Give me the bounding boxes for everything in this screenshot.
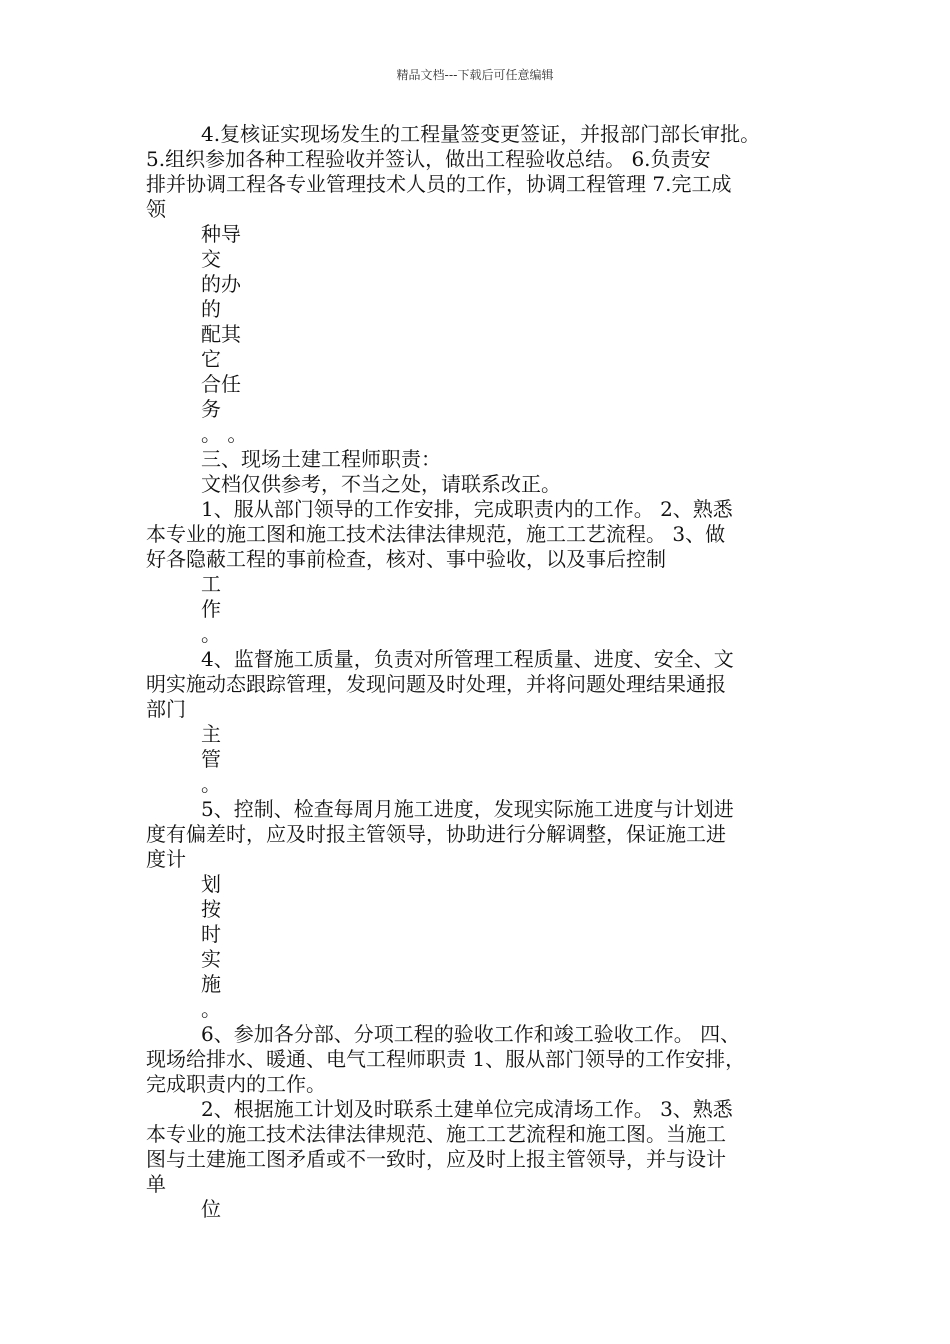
text-line: 本专业的施工技术法律法律规范、施工工艺流程和施工图。当施工 (146, 1122, 726, 1146)
text-line: 时 (201, 922, 221, 946)
text-line: 排并协调工程各专业管理技术人员的工作，协调工程管理 7.完工成 (146, 172, 732, 196)
text-line: 它 (201, 347, 221, 371)
text-line: 位 (201, 1197, 221, 1221)
text-line: 5.组织参加各种工程验收并签认，做出工程验收总结。 6.负责安 (146, 147, 711, 171)
text-line: 5、控制、检查每周月施工进度，发现实际施工进度与计划进 (201, 797, 734, 821)
text-line: 4、监督施工质量，负责对所管理工程质量、进度、安全、文 (201, 647, 734, 671)
text-line: 三、现场土建工程师职责： (201, 447, 441, 471)
page-header: 精品文档---下载后可任意编辑 (396, 68, 554, 82)
text-line: 交 (201, 247, 221, 271)
text-line: 度有偏差时，应及时报主管领导，协助进行分解调整，保证施工进 (146, 822, 726, 846)
text-line: 明实施动态跟踪管理，发现问题及时处理，并将问题处理结果通报 (146, 672, 726, 696)
text-line: 单 (146, 1172, 166, 1196)
text-line: 实 (201, 947, 221, 971)
text-line: 度计 (146, 847, 186, 871)
text-line: 施 (201, 972, 221, 996)
text-line: 的办 (201, 272, 241, 296)
text-line: 主 (201, 722, 221, 746)
text-line: 领 (146, 197, 166, 221)
text-line: 部门 (146, 697, 186, 721)
text-line: 。 (201, 622, 221, 646)
text-line: 本专业的施工图和施工技术法律法律规范，施工工艺流程。 3、做 (146, 522, 726, 546)
text-line: 的 (201, 297, 221, 321)
text-line: 好各隐蔽工程的事前检查，核对、事中验收，以及事后控制 (146, 547, 666, 571)
text-line: 务 (201, 397, 221, 421)
text-line: 。 。 (201, 422, 248, 446)
text-line: 合任 (201, 372, 241, 396)
text-line: 图与土建施工图矛盾或不一致时，应及时上报主管领导，并与设计 (146, 1147, 726, 1171)
text-line: 按 (201, 897, 221, 921)
text-line: 6、参加各分部、分项工程的验收工作和竣工验收工作。 四、 (201, 1022, 741, 1046)
text-line: 。 (201, 997, 221, 1021)
text-line: 种导 (201, 222, 241, 246)
text-line: 现场给排水、暖通、电气工程师职责 1、服从部门领导的工作安排， (146, 1047, 746, 1071)
text-line: 划 (201, 872, 221, 896)
text-line: 。 (201, 772, 221, 796)
text-line: 作 (201, 597, 221, 621)
document-body (146, 122, 818, 1222)
text-line: 管 (201, 747, 221, 771)
text-line: 配其 (201, 322, 241, 346)
text-line: 完成职责内的工作。 (146, 1072, 326, 1096)
text-line: 2、根据施工计划及时联系土建单位完成清场工作。 3、熟悉 (201, 1097, 733, 1121)
text-line: 工 (201, 572, 221, 596)
text-line: 4.复核证实现场发生的工程量签变更签证，并报部门部长审批。 (201, 122, 761, 146)
text-line: 1、服从部门领导的工作安排，完成职责内的工作。 2、熟悉 (201, 497, 733, 521)
text-line: 文档仅供参考，不当之处，请联系改正。 (201, 472, 561, 496)
